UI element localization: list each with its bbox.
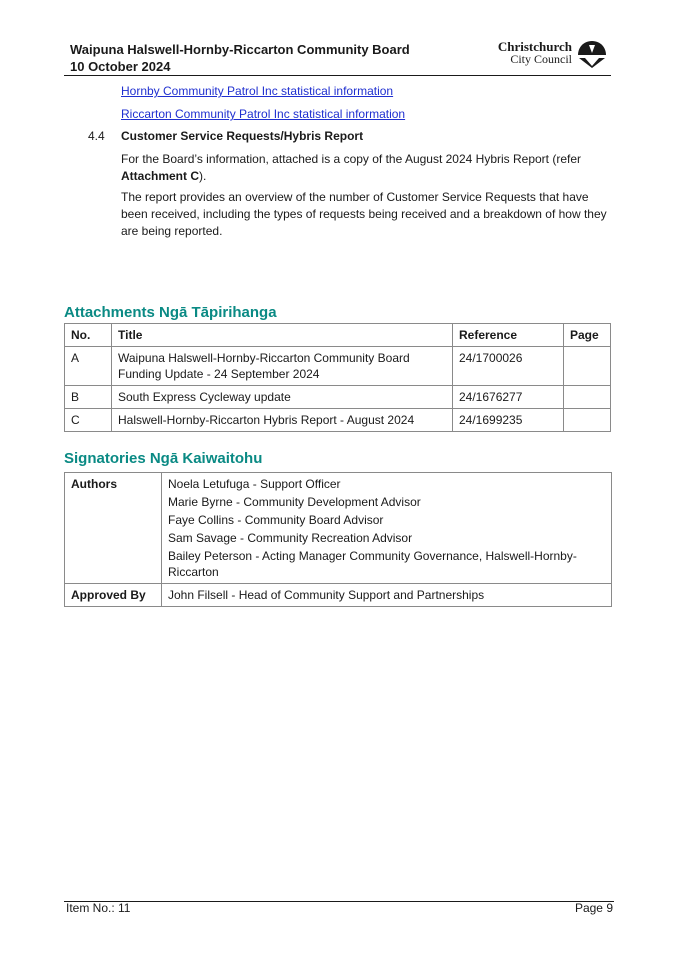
- section-number: 4.4: [88, 129, 105, 143]
- col-header-title: Title: [112, 324, 453, 347]
- cell-page: [564, 409, 611, 432]
- hornby-patrol-link[interactable]: Hornby Community Patrol Inc statistical information: [121, 84, 394, 98]
- cell-reference: 24/1700026: [453, 347, 564, 386]
- author-entry: Faye Collins - Community Board Advisor: [168, 513, 384, 527]
- approved-label: Approved By: [65, 584, 162, 607]
- cell-page: [564, 347, 611, 386]
- col-header-no: No.: [65, 324, 112, 347]
- cell-no: A: [65, 347, 112, 386]
- authors-row: [65, 473, 612, 584]
- para1-end: ).: [199, 169, 207, 183]
- signatories-table: [64, 472, 612, 607]
- col-header-reference: Reference: [453, 324, 564, 347]
- cell-title: South Express Cycleway update: [112, 386, 453, 409]
- section-paragraph-2: The report provides an overview of the number of Customer Service Requests that have been received, including the types of requests being received and a breakdown of how they are being reported.: [121, 190, 607, 238]
- attachments-heading: Attachments Ngā Tāpirihanga: [64, 304, 277, 321]
- cell-no: B: [65, 386, 112, 409]
- author-entry: Bailey Peterson - Acting Manager Community Governance, Halswell-Hornby-Riccarton: [168, 549, 577, 579]
- signatories-heading: Signatories Ngā Kaiwaitohu: [64, 450, 263, 467]
- table-row: [65, 386, 611, 409]
- approved-row: [65, 584, 612, 607]
- riccarton-patrol-link[interactable]: Riccarton Community Patrol Inc statistical information: [121, 107, 406, 121]
- logo-text-line1: Christchurch: [497, 39, 572, 54]
- meeting-date: 10 October 2024: [70, 59, 171, 74]
- table-row: [65, 409, 611, 432]
- board-name: Waipuna Halswell-Hornby-Riccarton Community Board: [70, 42, 410, 57]
- footer-divider: [64, 901, 614, 902]
- cell-page: [564, 386, 611, 409]
- logo-text-line2: City Council: [510, 52, 572, 66]
- council-logo: [497, 40, 609, 70]
- header-divider: [64, 75, 611, 76]
- document-header-title: [70, 41, 410, 75]
- attachment-c-reference: Attachment C: [121, 169, 200, 183]
- author-entry: Sam Savage - Community Recreation Advisor: [168, 531, 413, 545]
- cell-title: Waipuna Halswell-Hornby-Riccarton Community Board Funding Update - 24 September 2024: [112, 347, 453, 386]
- author-entry: Noela Letufuga - Support Officer: [168, 477, 341, 491]
- council-emblem-icon: [575, 40, 609, 68]
- col-header-page: Page: [564, 324, 611, 347]
- cell-reference: 24/1699235: [453, 409, 564, 432]
- cell-reference: 24/1676277: [453, 386, 564, 409]
- author-entry: Marie Byrne - Community Development Advisor: [168, 495, 421, 509]
- approved-by: John Filsell - Head of Community Support and Partnerships: [162, 584, 612, 607]
- table-row: [65, 347, 611, 386]
- cell-title: Halswell-Hornby-Riccarton Hybris Report - August 2024: [112, 409, 453, 432]
- cell-no: C: [65, 409, 112, 432]
- attachments-table: [64, 323, 611, 432]
- section-paragraph-1: [121, 151, 613, 185]
- table-header-row: [65, 324, 611, 347]
- authors-label: Authors: [65, 473, 162, 584]
- footer-item-number: Item No.: 11: [66, 901, 131, 915]
- para1-text: For the Board’s information, attached is a copy of the August 2024 Hybris Report (refer: [121, 152, 582, 166]
- section-heading: Customer Service Requests/Hybris Report: [121, 129, 364, 143]
- footer-page-number: Page 9: [574, 901, 613, 915]
- authors-list: [162, 473, 612, 584]
